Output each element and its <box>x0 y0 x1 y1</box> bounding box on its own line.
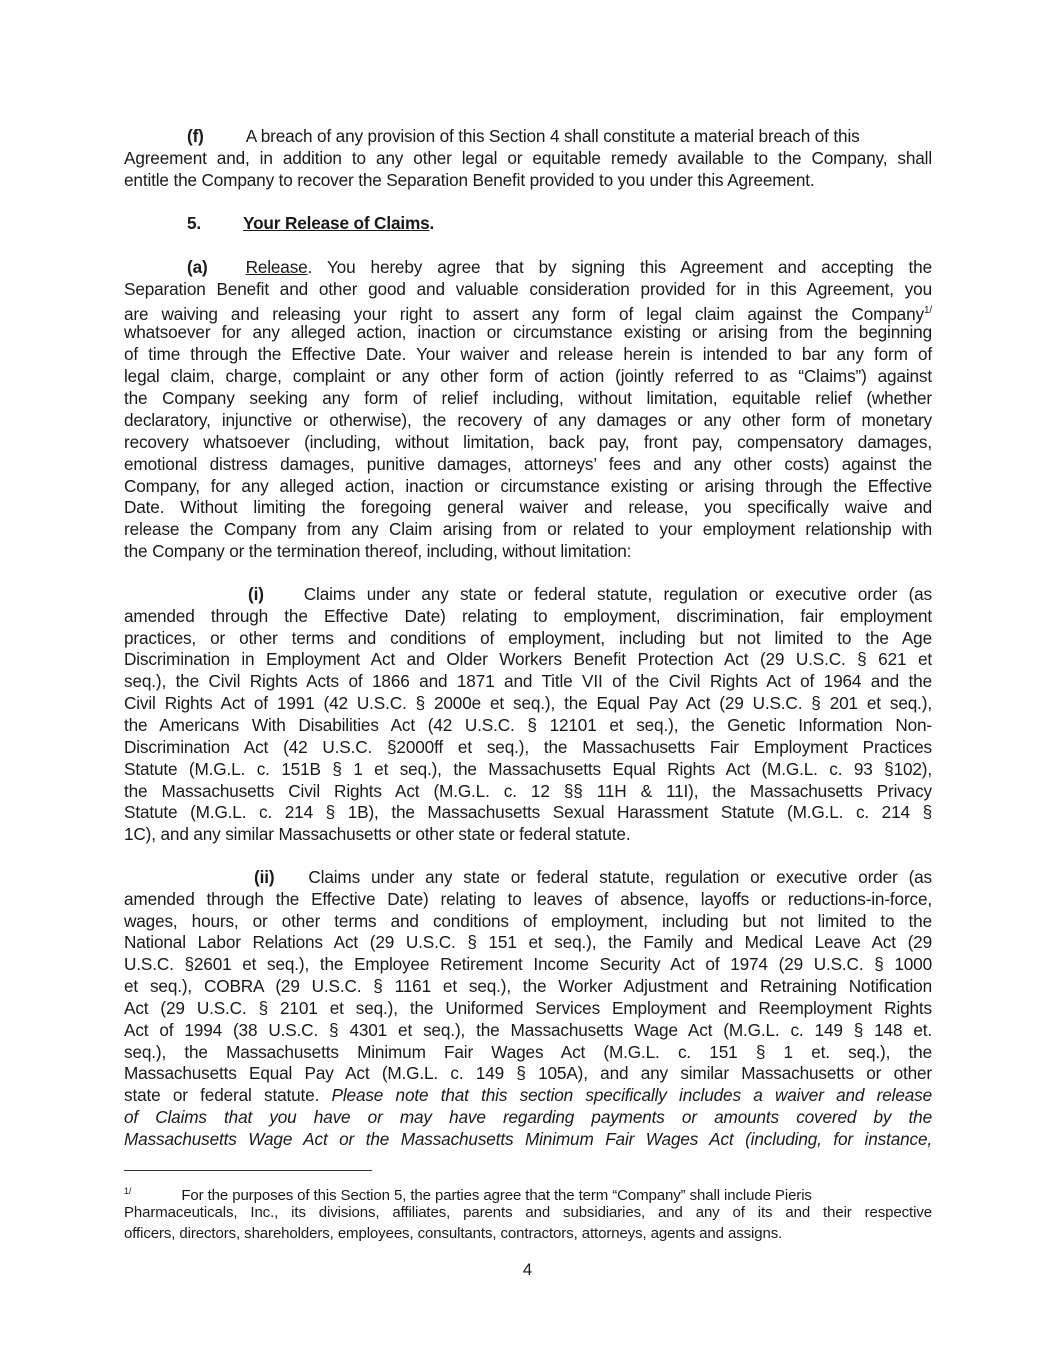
para-i-label: (i) <box>248 584 264 604</box>
page-number: 4 <box>522 1260 533 1279</box>
para-a-line: Date. Without limiting the foregoing general waiver and release, you specifically waive and <box>124 497 932 517</box>
para-a-line: whatsoever for any alleged action, inaction or circumstance existing or arising from the beginning <box>124 322 932 342</box>
para-a-heading: Release <box>245 257 308 277</box>
para-a-line: declaratory, injunctive or otherwise), the recovery of any damages or any other form of monetary <box>124 410 932 430</box>
para-i-line: Discrimination Act (42 U.S.C. §2000ff et seq.), the Massachusetts Fair Employment Practices <box>124 737 932 757</box>
para-ii-italic-line: of Claims that you have or may have regarding payments or amounts covered by the <box>124 1107 932 1127</box>
section-5-heading: 5. Your Release of Claims. <box>187 213 435 233</box>
para-i-line: the Americans With Disabilities Act (42 U.S.C. § 12101 et seq.), the Genetic Information Non- <box>124 715 932 735</box>
para-ii-line: wages, hours, or other terms and conditions of employment, including but not limited to the <box>124 911 932 931</box>
para-f-line-3: entitle the Company to recover the Separation Benefit provided to you under this Agreement. <box>124 170 815 190</box>
para-a-line: legal claim, charge, complaint or any other form of action (jointly referred to as “Claims”) against <box>124 366 932 386</box>
para-ii-line: Act of 1994 (38 U.S.C. § 4301 et seq.), the Massachusetts Wage Act (M.G.L. c. 149 § 148 et. <box>124 1020 932 1040</box>
para-f-line-2: Agreement and, in addition to any other legal or equitable remedy available to the Company, shall <box>124 148 932 168</box>
footnote-line: Pharmaceuticals, Inc., its divisions, affiliates, parents and subsidiaries, and any of its and their respective <box>124 1204 932 1221</box>
footnote-marker: 1/ <box>124 1186 132 1196</box>
para-a-line: of time through the Effective Date. Your waiver and release herein is intended to bar any form of <box>124 344 932 364</box>
section-title: Your Release of Claims <box>243 213 430 233</box>
para-ii-line: Massachusetts Equal Pay Act (M.G.L. c. 149 § 105A), and any similar Massachusetts or other <box>124 1063 932 1083</box>
footnote-line-1: $^{1/}$ For the purposes of this Section 5, the parties agree that the term “Company” shall include Pieris <box>124 1186 812 1204</box>
para-a-line: emotional distress damages, punitive damages, attorneys’ fees and any other costs) against the <box>124 454 932 474</box>
para-f-label: (f) <box>187 126 204 146</box>
para-ii-line: National Labor Relations Act (29 U.S.C. § 151 et seq.), the Family and Medical Leave Act (29 <box>124 932 932 952</box>
para-i-line-1: (i) Claims under any state or federal statute, regulation or executive order (as <box>248 584 932 604</box>
para-a-line: release the Company from any Claim arising from or related to your employment relationship with <box>124 519 932 539</box>
para-i-line: seq.), the Civil Rights Acts of 1866 and 1871 and Title VII of the Civil Rights Act of 1964 and the <box>124 671 932 691</box>
para-ii-line: seq.), the Massachusetts Minimum Fair Wages Act (M.G.L. c. 151 § 1 et. seq.), the <box>124 1042 932 1062</box>
footnote-reference[interactable]: 1/ <box>923 305 932 316</box>
footnote-separator <box>124 1170 372 1171</box>
para-i-line: amended through the Effective Date) relating to employment, discrimination, fair employment <box>124 606 932 626</box>
para-a-line: the Company seeking any form of relief including, without limitation, equitable relief (whether <box>124 388 932 408</box>
footnote-line: officers, directors, shareholders, employees, consultants, contractors, attorneys, agents and assigns. <box>124 1225 783 1242</box>
para-i-line: Statute (M.G.L. c. 214 § 1B), the Massachusetts Sexual Harassment Statute (M.G.L. c. 214 § <box>124 802 932 822</box>
para-ii-line: amended through the Effective Date) relating to leaves of absence, layoffs or reductions-in-force, <box>124 889 932 909</box>
para-a-label: (a) <box>187 257 208 277</box>
para-i-line: Statute (M.G.L. c. 151B § 1 et seq.), the Massachusetts Equal Rights Act (M.G.L. c. 93 §102), <box>124 759 932 779</box>
para-ii-line: et seq.), COBRA (29 U.S.C. § 1161 et seq.), the Worker Adjustment and Retraining Notification <box>124 976 932 996</box>
para-ii-line: state or federal statute. Please note that this section specifically includes a waiver and release <box>124 1085 932 1105</box>
para-ii-line: U.S.C. §2601 et seq.), the Employee Retirement Income Security Act of 1974 (29 U.S.C. § 1000 <box>124 954 932 974</box>
para-i-line: the Massachusetts Civil Rights Act (M.G.L. c. 12 §§ 11H & 11I), the Massachusetts Privacy <box>124 781 932 801</box>
para-i-line: Discrimination in Employment Act and Older Workers Benefit Protection Act (29 U.S.C. § 621 et <box>124 649 932 669</box>
para-ii-italic-line: Massachusetts Wage Act or the Massachusetts Minimum Fair Wages Act (including, for instance, <box>124 1129 932 1149</box>
para-ii-line-1: (ii) Claims under any state or federal statute, regulation or executive order (as <box>254 867 932 887</box>
para-ii-label: (ii) <box>254 867 275 887</box>
section-number: 5. <box>187 213 202 233</box>
para-i-line: practices, or other terms and conditions of employment, including but not limited to the Age <box>124 628 932 648</box>
para-a-line: recovery whatsoever (including, without limitation, back pay, front pay, compensatory damages, <box>124 432 932 452</box>
para-a-line: Company, for any alleged action, inaction or circumstance existing or arising through the Effective <box>124 476 932 496</box>
para-f-line-1: (f) A breach of any provision of this Section 4 shall constitute a material breach of this <box>187 126 860 146</box>
para-i-line: Civil Rights Act of 1991 (42 U.S.C. § 2000e et seq.), the Equal Pay Act (29 U.S.C. § 201 et seq.), <box>124 693 932 713</box>
para-ii-line: Act (29 U.S.C. § 2101 et seq.), the Uniformed Services Employment and Reemployment Rights <box>124 998 932 1018</box>
para-a-line: are waiving and releasing your right to assert any form of legal claim against the Company$^{1/}$ <box>124 304 932 324</box>
para-a-line: Separation Benefit and other good and valuable consideration provided for in this Agreement, you <box>124 279 932 299</box>
para-a-line: the Company or the termination thereof, including, without limitation: <box>124 541 632 561</box>
para-a-line-1: (a) Release. You hereby agree that by signing this Agreement and accepting the <box>187 257 932 277</box>
para-i-line: 1C), and any similar Massachusetts or other state or federal statute. <box>124 824 631 844</box>
